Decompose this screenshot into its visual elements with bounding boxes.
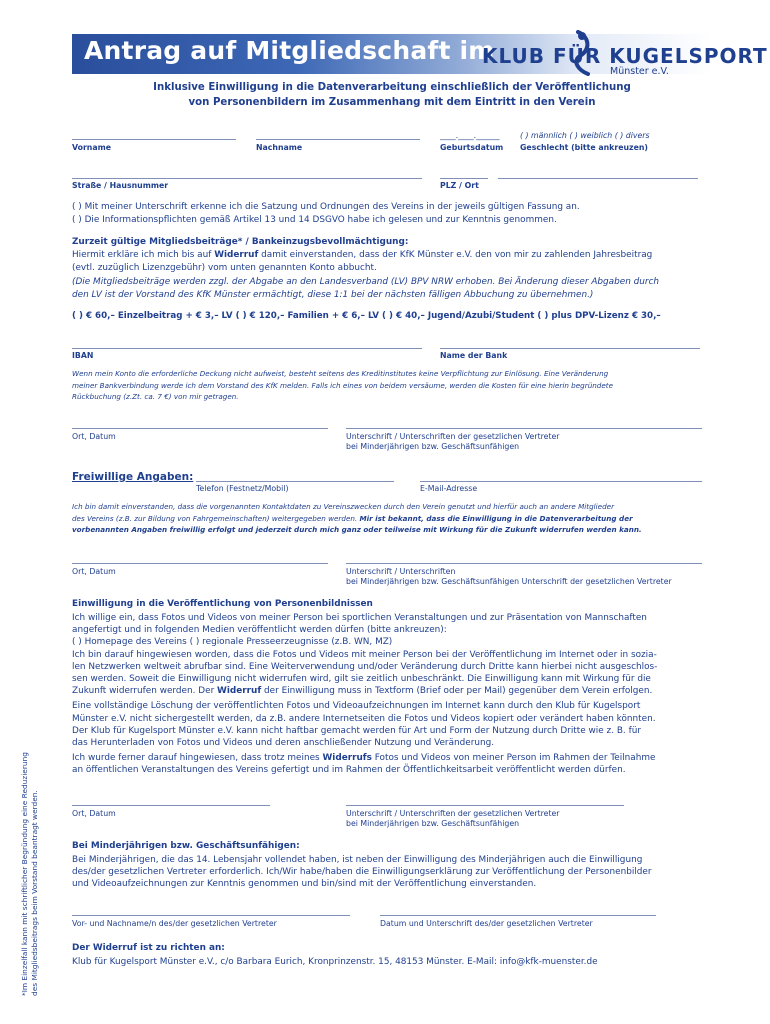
geburtsdatum-field[interactable]: ____.____.______ (440, 131, 500, 140)
nachname-field[interactable] (256, 139, 420, 140)
geschlecht-label: Geschlecht (bitte ankreuzen) (520, 143, 648, 152)
plz-field[interactable] (440, 178, 488, 179)
signature-field-3[interactable] (346, 805, 624, 806)
freiwillig-heading: Freiwillige Angaben: (72, 471, 194, 483)
fee-reduction-note: *Im Einzelfall kann mit schriftlicher Begründung eine Reduzierung des Mitgliedsbeitrags beim Vorstand beantragt werden. (20, 752, 39, 996)
signature-label-1: Unterschrift / Unterschriften der gesetzlichen Vertreter bei Minderjährigen bzw. Geschäftsunfähigen (346, 432, 560, 451)
ort-datum-field-2[interactable] (72, 563, 328, 564)
vertreter-signature-field[interactable] (380, 915, 656, 916)
fees-heading: Zurzeit gültige Mitgliedsbeiträge* / Bankeinzugsbevollmächtigung: (72, 237, 409, 247)
bank-note: Wenn mein Konto die erforderliche Deckung nicht aufweist, besteht seitens des Kreditinstitutes keine Verpflichtung zur Einlösung. Eine Veränderung meiner Bankverbindung werde ich dem Vorstand des KfK melden. Falls ich eines von beidem versäume, werden die Kosten für eine hierin begründete Rückbuchung (z.Zt. ca. 7 €) von mir getragen. (72, 369, 614, 401)
minderjaehrige-heading: Bei Minderjährigen bzw. Geschäftsunfähigen: (72, 841, 300, 851)
telefon-label: Telefon (Festnetz/Mobil) (196, 484, 289, 493)
iban-field[interactable] (72, 348, 422, 349)
ort-datum-label-1: Ort, Datum (72, 432, 116, 441)
bilder-text: Ich willige ein, dass Fotos und Videos von meiner Person bei sportlichen Veranstaltungen und zur Präsentation von Mannschaften angefertigt und in folgenden Medien veröffentlicht werden dürfen (bitte ankreuzen): ( ) Homepage des Vereins ( ) regionale Presseerzeugnisse (z.B. WN, MZ) Ich bin darauf hingewiesen worden, dass die Fotos und Videos mit meiner Person bei der Veröffentlichung im Internet oder in sozia- len Netzwerken weltweit abrufbar sind. Eine Weiterverwendung und/oder Veränderung durch Dritte kann hierbei nicht ausgeschlos- sen werden. Soweit die Einwilligung nicht widerrufen wird, gilt sie zeitlich unbeschränkt. Die Einwilligung kann mit Wirkung für die Zukunft widerrufen werden. Der Widerruf der Einwilligung muss in Textform (Brief oder per Mail) gegenüber dem Verein erfolgen. Eine vollständige Löschung der veröffentlichten Fotos und Videoaufzeichnungen im Internet kann durch den Klub für Kugelsport Münster e.V. nicht sichergestellt werden, da z.B. andere Internetseiten die Fotos und Videos kopiert oder verändert haben könnten. Der Klub für Kugelsport Münster e.V. kann nicht haftbar gemacht werden für Art und Form der Nutzung durch Dritte wie z. B. für das Herunterladen von Fotos und Videos und deren anschließender Nutzung und Veränderung. Ich wurde ferner darauf hingewiesen, dass trotz meines Widerrufs Fotos und Videos von meiner Person im Rahmen der Teilnahme an öffentlichen Veranstaltungen des Vereins gefertigt und im Rahmen der Öffentlichkeitsarbeit veröffentlicht werden dürfen. (72, 613, 658, 776)
widerruf-heading: Der Widerruf ist zu richten an: (72, 943, 225, 953)
signature-label-3: Unterschrift / Unterschriften der gesetzlichen Vertreter bei Minderjährigen bzw. Geschäftsunfähigen (346, 809, 560, 828)
vertreter-name-label: Vor- und Nachname/n des/der gesetzlichen Vertreter (72, 919, 277, 928)
widerruf-address: Klub für Kugelsport Münster e.V., c/o Barbara Eurich, Kronprinzenstr. 15, 48153 Münster. E-Mail: info@kfk-muenster.de (72, 957, 598, 967)
ort-datum-label-2: Ort, Datum (72, 567, 116, 576)
iban-label: IBAN (72, 351, 94, 360)
club-name: KLUB FÜR KUGELSPORT (482, 44, 768, 68)
freiwillig-text: Ich bin damit einverstanden, dass die vorgenannten Kontaktdaten zu Vereinszwecken durch den Verein genutzt und hierfür auch an andere Mitglieder des Vereins (z.B. zur Bildung von Fahrgemeinschaften) weitergegeben werden. Mir ist bekannt, dass die Einwilligung in die Datenverarbeitung der vorbenannten Angaben freiwillig erfolgt und jederzeit durch mich ganz oder teilweise mit Wirkung für die Zukunft widerrufen werden kann. (72, 502, 642, 534)
form-title: Antrag auf Mitgliedschaft im (84, 36, 495, 65)
bank-field[interactable] (440, 348, 700, 349)
signature-field-1[interactable] (346, 428, 702, 429)
minderjaehrige-text: Bei Minderjährigen, die das 14. Lebensjahr vollendet haben, ist neben der Einwilligung des Minderjährigen auch die Einwilligung des/der gesetzlichen Vertreter erforderlich. Ich/Wir habe/haben die Einwilligungserklärung zur Veröffentlichung der Personenbilder und Videoaufzeichnungen zur Kenntnis genommen und bin/sind mit der Veröffentlichung einverstanden. (72, 855, 652, 890)
vorname-label: Vorname (72, 143, 112, 152)
consent-dsgvo[interactable]: ( ) Die Informationspflichten gemäß Artikel 13 und 14 DSGVO habe ich gelesen und zur Kenntnis genommen. (72, 215, 557, 225)
signature-field-2[interactable] (346, 563, 702, 564)
club-logo-icon (558, 30, 598, 76)
ort-datum-label-3: Ort, Datum (72, 809, 116, 818)
ort-datum-field-1[interactable] (72, 428, 328, 429)
fees-text-2: (evtl. zuzüglich Lizenzgebühr) vom unten genannten Konto abbucht. (72, 263, 377, 273)
geburtsdatum-label: Geburtsdatum (440, 143, 504, 152)
bilder-heading: Einwilligung in die Veröffentlichung von Personenbildnissen (72, 599, 373, 609)
signature-label-2: Unterschrift / Unterschriften bei Minderjährigen bzw. Geschäftsunfähigen Unterschrift der gesetzlichen Vertreter (346, 567, 672, 586)
nachname-label: Nachname (256, 143, 303, 152)
fee-options[interactable]: ( ) € 60,– Einzelbeitrag + € 3,– LV ( ) € 120,– Familien + € 6,– LV ( ) € 40,– Jugend/Azubi/Student ( ) plus DPV-Lizenz € 30,– (72, 311, 661, 321)
email-field[interactable] (420, 481, 702, 482)
telefon-field[interactable] (196, 481, 394, 482)
bank-label: Name der Bank (440, 351, 508, 360)
gender-options[interactable]: ( ) männlich ( ) weiblich ( ) divers (520, 131, 650, 140)
subtitle: Inklusive Einwilligung in die Datenverarbeitung einschließlich der Veröffentlichung von Personenbildern im Zusammenhang mit dem Eintritt in den Verein (153, 82, 631, 108)
club-city: Münster e.V. (610, 66, 669, 77)
consent-satzung[interactable]: ( ) Mit meiner Unterschrift erkenne ich die Satzung und Ordnungen des Vereins in der jeweils gültigen Fassung an. (72, 202, 580, 212)
media-options[interactable]: ( ) Homepage des Vereins ( ) regionale Presseerzeugnisse (z.B. WN, MZ) (72, 637, 393, 648)
plz-label: PLZ / Ort (440, 181, 479, 190)
vertreter-name-field[interactable] (72, 915, 350, 916)
ort-datum-field-3[interactable] (72, 805, 270, 806)
vertreter-signature-label: Datum und Unterschrift des/der gesetzlichen Vertreter (380, 919, 593, 928)
fees-text-1: Hiermit erkläre ich mich bis auf Widerruf damit einverstanden, dass der KfK Münster e.V. den von mir zu zahlenden Jahresbeitrag (72, 250, 653, 260)
strasse-field[interactable] (72, 178, 422, 179)
ort-field[interactable] (498, 178, 698, 179)
fees-note-1: (Die Mitgliedsbeiträge werden zzgl. der Abgabe an den Landesverband (LV) BPV NRW erhoben. Bei Änderung dieser Abgaben durch (72, 277, 660, 287)
email-label: E-Mail-Adresse (420, 484, 478, 493)
fees-note-2: den LV ist der Vorstand des KfK Münster ermächtigt, diese 1:1 bei der nächsten fälligen Abbuchung zu übernehmen.) (72, 290, 594, 300)
vorname-field[interactable] (72, 139, 236, 140)
strasse-label: Straße / Hausnummer (72, 181, 169, 190)
